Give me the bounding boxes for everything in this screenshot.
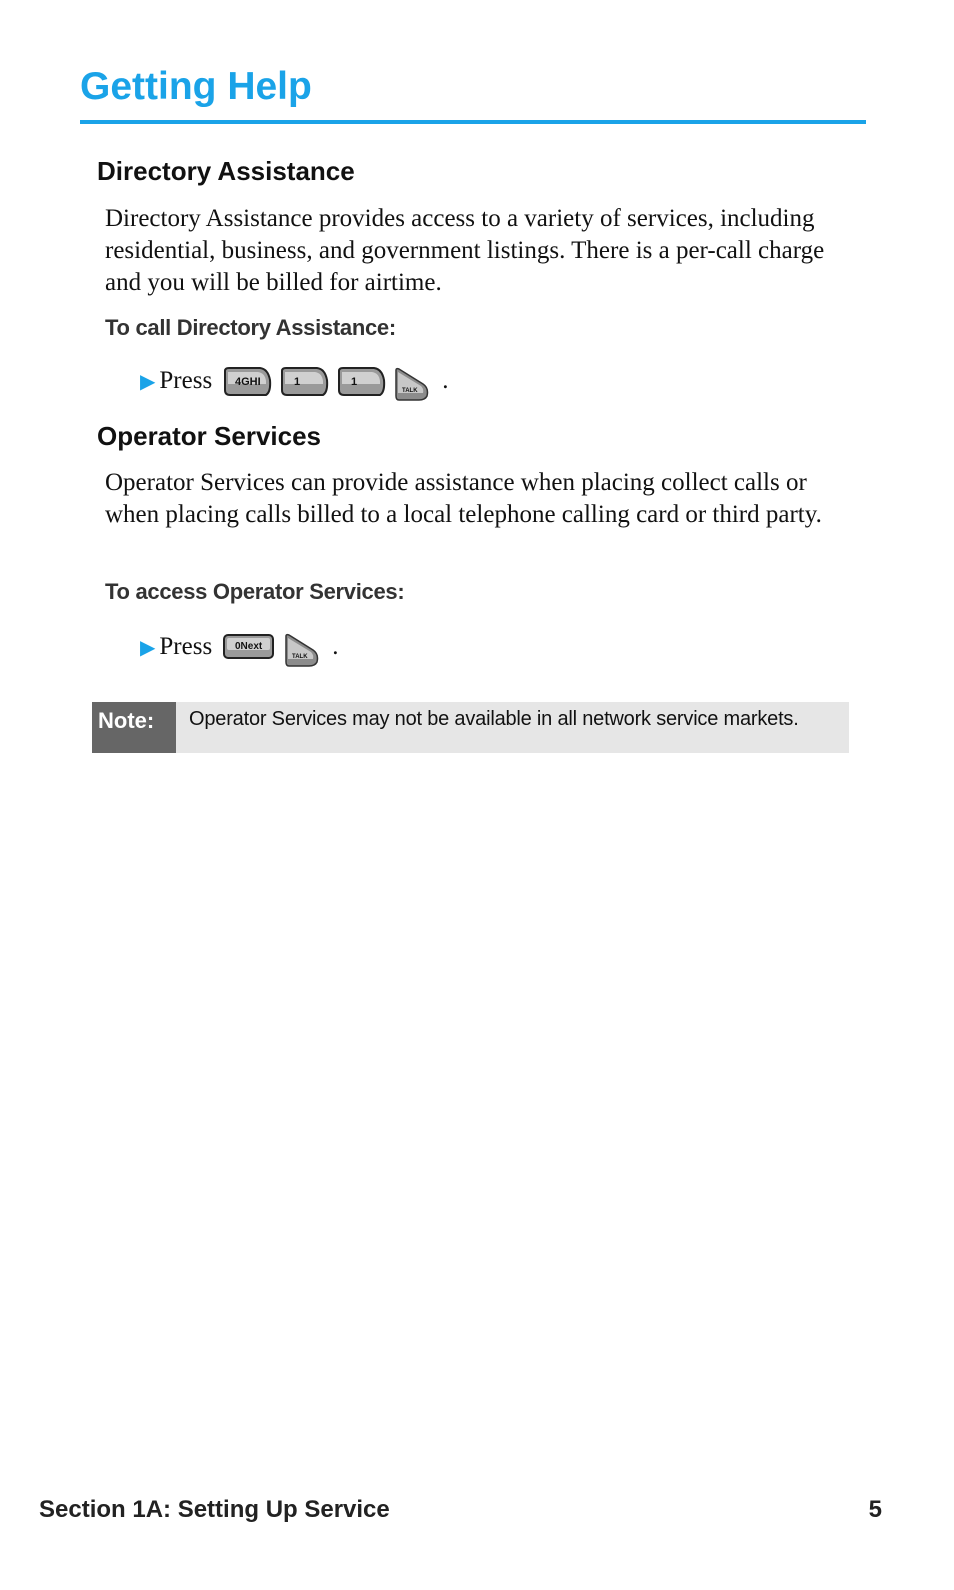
directory-assistance-step (140, 366, 448, 396)
directory-assistance-heading: Directory Assistance (97, 156, 355, 186)
note-label: Note: (92, 702, 176, 753)
footer-section-title: Section 1A: Setting Up Service (39, 1496, 390, 1523)
note-text: Operator Services may not be available in all network service markets. (176, 702, 849, 753)
operator-services-heading: Operator Services (97, 421, 322, 451)
footer-page-number: 5 (868, 1496, 882, 1523)
page-title: Getting Help (80, 65, 312, 108)
triangle-arrow-icon: ▶ (140, 370, 156, 393)
key-0next-icon (222, 632, 276, 662)
key-4ghi-icon (222, 366, 272, 396)
press-label: Press (159, 367, 213, 394)
key-0next-glyph: 0Next (235, 641, 263, 652)
key-1-glyph: 1 (351, 376, 358, 388)
operator-services-instruction: To access Operator Services: (105, 579, 405, 604)
operator-services-step (140, 632, 338, 662)
key-1-icon (336, 366, 386, 396)
key-4ghi-glyph: 4GHI (235, 376, 261, 388)
key-1-icon (279, 366, 329, 396)
talk-key-glyph: TALK (292, 654, 308, 660)
directory-assistance-body: Directory Assistance provides access to a variety of services, including residential, business, and government listings. There is a per-call charge and you will be billed for airtime. (105, 205, 825, 296)
talk-key-icon (283, 632, 321, 662)
step-end: . (332, 633, 339, 660)
triangle-arrow-icon: ▶ (140, 636, 156, 659)
step-end: . (442, 367, 449, 394)
talk-key-glyph: TALK (402, 388, 418, 394)
note-box (92, 702, 849, 753)
key-1-glyph: 1 (294, 376, 301, 388)
talk-key-icon (393, 366, 431, 396)
directory-assistance-instruction: To call Directory Assistance: (105, 315, 396, 340)
operator-services-body: Operator Services can provide assistance when placing collect calls or when placing calls billed to a local telephone calling card or third party. (105, 469, 822, 528)
press-label: Press (159, 633, 213, 660)
title-rule (80, 120, 866, 124)
